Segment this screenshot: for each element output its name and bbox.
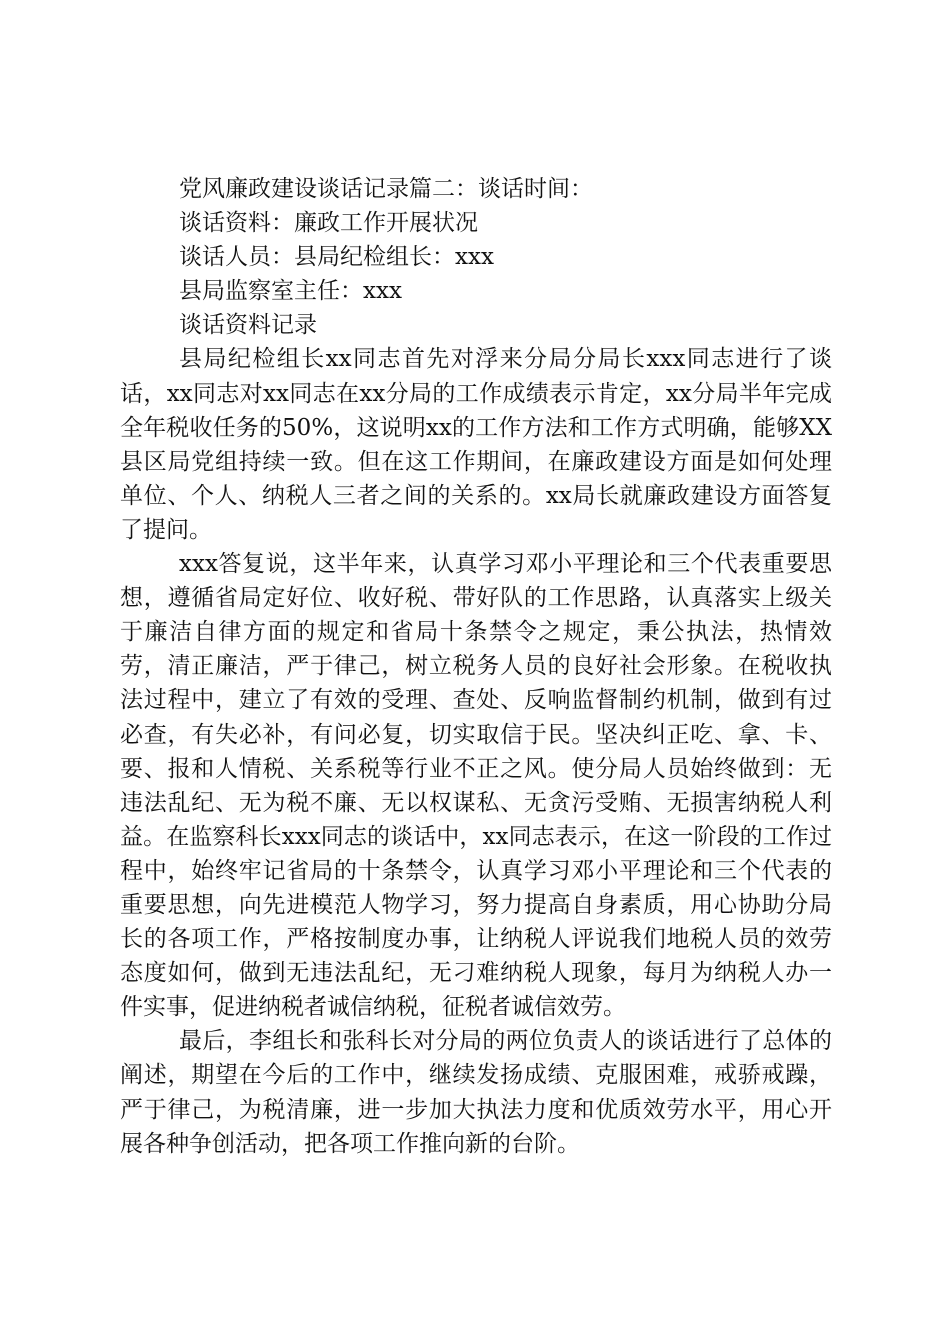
talk-content-line: 谈话资料：廉政工作开展状况	[179, 210, 478, 237]
document-title-line: 党风廉政建设谈话记录篇二：谈话时间：	[179, 176, 593, 202]
body-paragraph-2: xxx答复说，这半年来，认真学习邓小平理论和三个代表重要思想，遵循省局定好位、收好税、带好队的工作思路，认真落实上级关于廉洁自律方面的规定和省局十条禁令之规定，秉公执法，热情效劳，清正廉洁，严于律己，树立税务人员的良好社会形象。在税收执法过程中，建立了有效的受理、查处、反响监督制约机制，做到有过必查，有失必补，有问必复，切实取信于民。坚决纠正吃、拿、卡、要、报和人情税、关系税等行业不正之风。使分局人员始终做到：无违法乱纪、无为税不廉、无以权谋私、无贪污受贿、无损害纳税人利益。在监察科长xxx同志的谈话中，xx同志表示，在这一阶段的工作过程中，始终牢记省局的十条禁令，认真学习邓小平理论和三个代表的重要思想，向先进模范人物学习，努力提高自身素质，用心协助分局长的各项工作，严格按制度办事，让纳税人评说我们地税人员的效劳态度如何，做到无违法乱纪，无刁难纳税人现象，每月为纳税人办一件实事，促进纳税者诚信纳税，征税者诚信效劳。	[120, 551, 832, 1021]
document-page	[120, 172, 850, 1161]
body-paragraph-1: 县局纪检组长xx同志首先对浮来分局分局长xxx同志进行了谈话，xx同志对xx同志在xx分局的工作成绩表示肯定，xx分局半年完成全年税收任务的50%，这说明xx的工作方法和工作方式明确，能够XX县区局党组持续一致。但在这工作期间，在廉政建设方面是如何处理单位、个人、纳税人三者之间的关系的。xx局长就廉政建设方面答复了提问。	[120, 346, 832, 543]
supervisor-line: 县局监察室主任：xxx	[179, 278, 402, 305]
body-paragraph-3: 最后，李组长和张科长对分局的两位负责人的谈话进行了总体的阐述，期望在今后的工作中，继续发扬成绩、克服困难，戒骄戒躁，严于律己，为税清廉，进一步加大执法力度和优质效劳水平，用心开展各种争创活动，把各项工作推向新的台阶。	[120, 1028, 832, 1157]
record-heading-line: 谈话资料记录	[179, 312, 317, 339]
talk-participants-line: 谈话人员：县局纪检组长：xxx	[179, 244, 494, 271]
